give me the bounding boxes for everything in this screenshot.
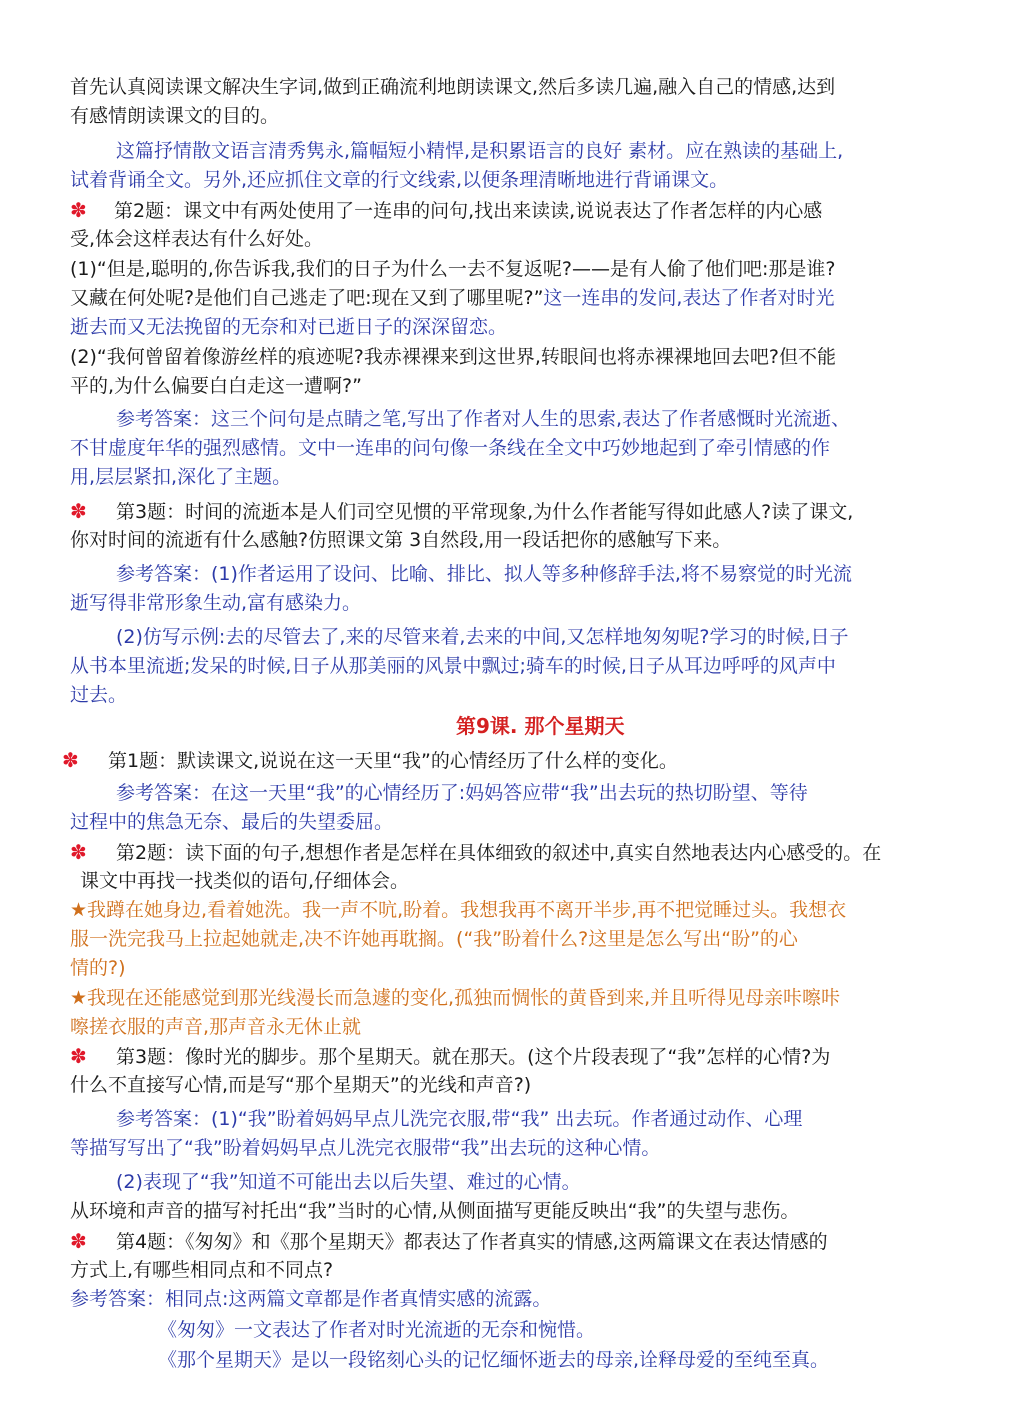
- quote-text: 又藏在何处呢?是他们自己逃走了吧:现在又到了哪里呢?”: [70, 287, 544, 309]
- text-line: 受,体会这样表达有什么好处。: [70, 228, 324, 250]
- question-line: [70, 838, 881, 868]
- answer-line: 参考答案：在这一天里“我”的心情经历了:妈妈答应带“我”出去玩的热切盼望、等待: [116, 782, 808, 804]
- bullet-flower-icon: ✽: [70, 1044, 87, 1068]
- bullet-flower-icon: ✽: [70, 840, 87, 864]
- answer-line: 试着背诵全文。另外,还应抓住文章的行文线索,以便条理清晰地进行背诵课文。: [70, 169, 729, 191]
- answer-line: 逝写得非常形象生动,富有感染力。: [70, 592, 362, 614]
- answer-line: 从书本里流逝;发呆的时候,日子从那美丽的风景中飘过;骑车的时候,日子从耳边呼呼的风声中: [70, 655, 836, 677]
- text-line: (1)“但是,聪明的,你告诉我,我们的日子为什么一去不复返呢?——是有人偷了他们吧:那是谁?: [70, 258, 836, 280]
- question-text: 第1题：默读课文,说说在这一天里“我”的心情经历了什么样的变化。: [108, 750, 678, 772]
- question-line: [62, 746, 678, 776]
- answer-line: 参考答案：相同点:这两篇文章都是作者真情实感的流露。: [70, 1288, 552, 1310]
- answer-line: 过程中的焦急无奈、最后的失望委屈。: [70, 811, 394, 833]
- question-text: 第2题：读下面的句子,想想作者是怎样在具体细致的叙述中,真实自然地表达内心感受的。在: [116, 842, 882, 864]
- text-line: 有感情朗读课文的目的。: [70, 105, 280, 127]
- answer-line: 逝去而又无法挽留的无奈和对已逝日子的深深留恋。: [70, 316, 508, 338]
- answer-line: (2)表现了“我”知道不可能出去以后失望、难过的心情。: [116, 1171, 581, 1193]
- text-line: 方式上,有哪些相同点和不同点?: [70, 1259, 334, 1281]
- answer-line: 《匆匆》一文表达了作者对时光流逝的无奈和惋惜。: [158, 1319, 596, 1341]
- bullet-flower-icon: ✽: [70, 198, 87, 222]
- text-line: 什么不直接写心情,而是写“那个星期天”的光线和声音?): [70, 1074, 532, 1096]
- question-line: [70, 196, 822, 226]
- text-line: 从环境和声音的描写衬托出“我”当时的心情,从侧面描写更能反映出“我”的失望与悲伤。: [70, 1200, 800, 1222]
- text-line: 你对时间的流逝有什么感触?仿照课文第 3自然段,用一段话把你的感触写下来。: [70, 529, 732, 551]
- answer-line: 参考答案：(1)“我”盼着妈妈早点儿洗完衣服,带“我” 出去玩。作者通过动作、心理: [116, 1108, 803, 1130]
- bullet-flower-icon: ✽: [70, 1229, 87, 1253]
- text-line: 课文中再找一找类似的语句,仔细体会。: [80, 870, 410, 892]
- question-text: 第3题：时间的流逝本是人们司空见惯的平常现象,为什么作者能写得如此感人?读了课文,: [116, 501, 854, 523]
- mixed-line: [70, 284, 834, 313]
- text-line: (2)“我何曾留着像游丝样的痕迹呢?我赤裸裸来到这世界,转眼间也将赤裸裸地回去吧?但不能: [70, 346, 836, 368]
- example-line: ★我蹲在她身边,看着她洗。我一声不吭,盼着。我想我再不离开半步,再不把觉睡过头。我想衣: [70, 899, 847, 921]
- question-text: 第3题：像时光的脚步。那个星期天。就在那天。(这个片段表现了“我”怎样的心情?为: [116, 1046, 831, 1068]
- question-text: 第4题：《匆匆》和《那个星期天》都表达了作者真实的情感,这两篇课文在表达情感的: [116, 1231, 828, 1253]
- answer-line: 过去。: [70, 684, 128, 706]
- answer-line: 这篇抒情散文语言清秀隽永,篇幅短小精悍,是积累语言的良好 素材。应在熟读的基础上,: [116, 140, 844, 162]
- text-line: 平的,为什么偏要白白走这一遭啊?”: [70, 375, 362, 397]
- answer-text: 这一连串的发问,表达了作者对时光: [543, 287, 835, 309]
- bullet-flower-icon: ✽: [62, 748, 79, 772]
- question-text: 第2题：课文中有两处使用了一连串的问句,找出来读读,说说表达了作者怎样的内心感: [114, 200, 823, 222]
- question-line: [70, 1042, 830, 1072]
- answer-line: 《那个星期天》是以一段铭刻心头的记忆缅怀逝去的母亲,诠释母爱的至纯至真。: [158, 1349, 830, 1371]
- answer-line: 参考答案：这三个问句是点睛之笔,写出了作者对人生的思索,表达了作者感慨时光流逝、: [116, 408, 851, 430]
- answer-line: 用,层层紧扣,深化了主题。: [70, 466, 292, 488]
- example-line: 嚓搓衣服的声音,那声音永无休止就: [70, 1016, 362, 1038]
- bullet-flower-icon: ✽: [70, 499, 87, 523]
- example-line: 服一洗完我马上拉起她就走,决不许她再耽搁。(“我”盼着什么?这里是怎么写出“盼”的心: [70, 928, 798, 950]
- text-line: 首先认真阅读课文解决生字词,做到正确流利地朗读课文,然后多读几遍,融入自己的情感,达到: [70, 76, 836, 98]
- answer-line: 参考答案：(1)作者运用了设问、比喻、排比、拟人等多种修辞手法,将不易察觉的时光流: [116, 563, 852, 585]
- example-line: ★我现在还能感觉到那光线漫长而急遽的变化,孤独而惆怅的黄昏到来,并且听得见母亲咔嚓咔: [70, 987, 841, 1009]
- answer-line: 不甘虚度年华的强烈感情。文中一连串的问句像一条线在全文中巧妙地起到了牵引情感的作: [70, 437, 831, 459]
- question-line: [70, 1227, 828, 1257]
- answer-line: 等描写写出了“我”盼着妈妈早点儿洗完衣服带“我”出去玩的这种心情。: [70, 1137, 661, 1159]
- lesson-title: 第9课. 那个星期天: [456, 714, 625, 738]
- question-line: [70, 497, 853, 527]
- answer-line: (2)仿写示例:去的尽管去了,来的尽管来着,去来的中间,又怎样地匆匆呢?学习的时候,日子: [116, 626, 849, 648]
- example-line: 情的?): [70, 957, 126, 979]
